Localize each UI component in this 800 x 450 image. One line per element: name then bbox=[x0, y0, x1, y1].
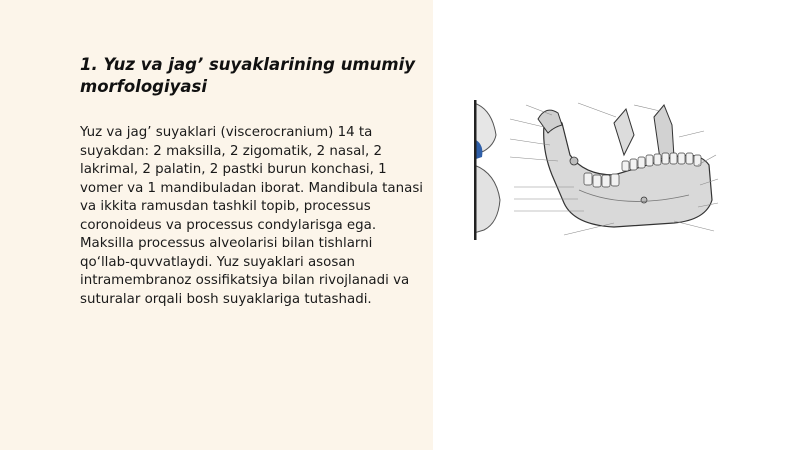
slide-title: 1. Yuz va jag’ suyaklarining umumiy morfologiyasi bbox=[80, 55, 415, 96]
mandibular-foramen bbox=[570, 157, 578, 165]
mental-foramen bbox=[641, 197, 647, 203]
right-ramus bbox=[654, 105, 674, 159]
skull-fragment-lower bbox=[474, 165, 500, 233]
mandible-figure bbox=[474, 95, 724, 245]
figure-border-line bbox=[474, 100, 477, 240]
slide-body-text: Yuz va jag’ suyaklari (viscerocranium) 14 ta suyakdan: 2 maksilla, 2 zigomatik, 2 nasal, 2 lakrimal, 2 palatin, 2 pastki burun konchasi, 1 vomer va 1 mandibuladan iborat. Mandibula tanasi va ikkita ramusdan tashkil topib, processus coronoideus va processus condylarisga ega. Maksilla processus alveolarisi bilan tishlarni qo‘llab-quvvatlaydi. Yuz suyaklari asosan intramembranoz ossifikatsiya bilan rivojlanadi va suturalar orqali bosh suyaklariga tutashadi. bbox=[80, 125, 424, 307]
coronoid-process bbox=[614, 109, 634, 155]
mandible-illustration bbox=[474, 95, 724, 245]
